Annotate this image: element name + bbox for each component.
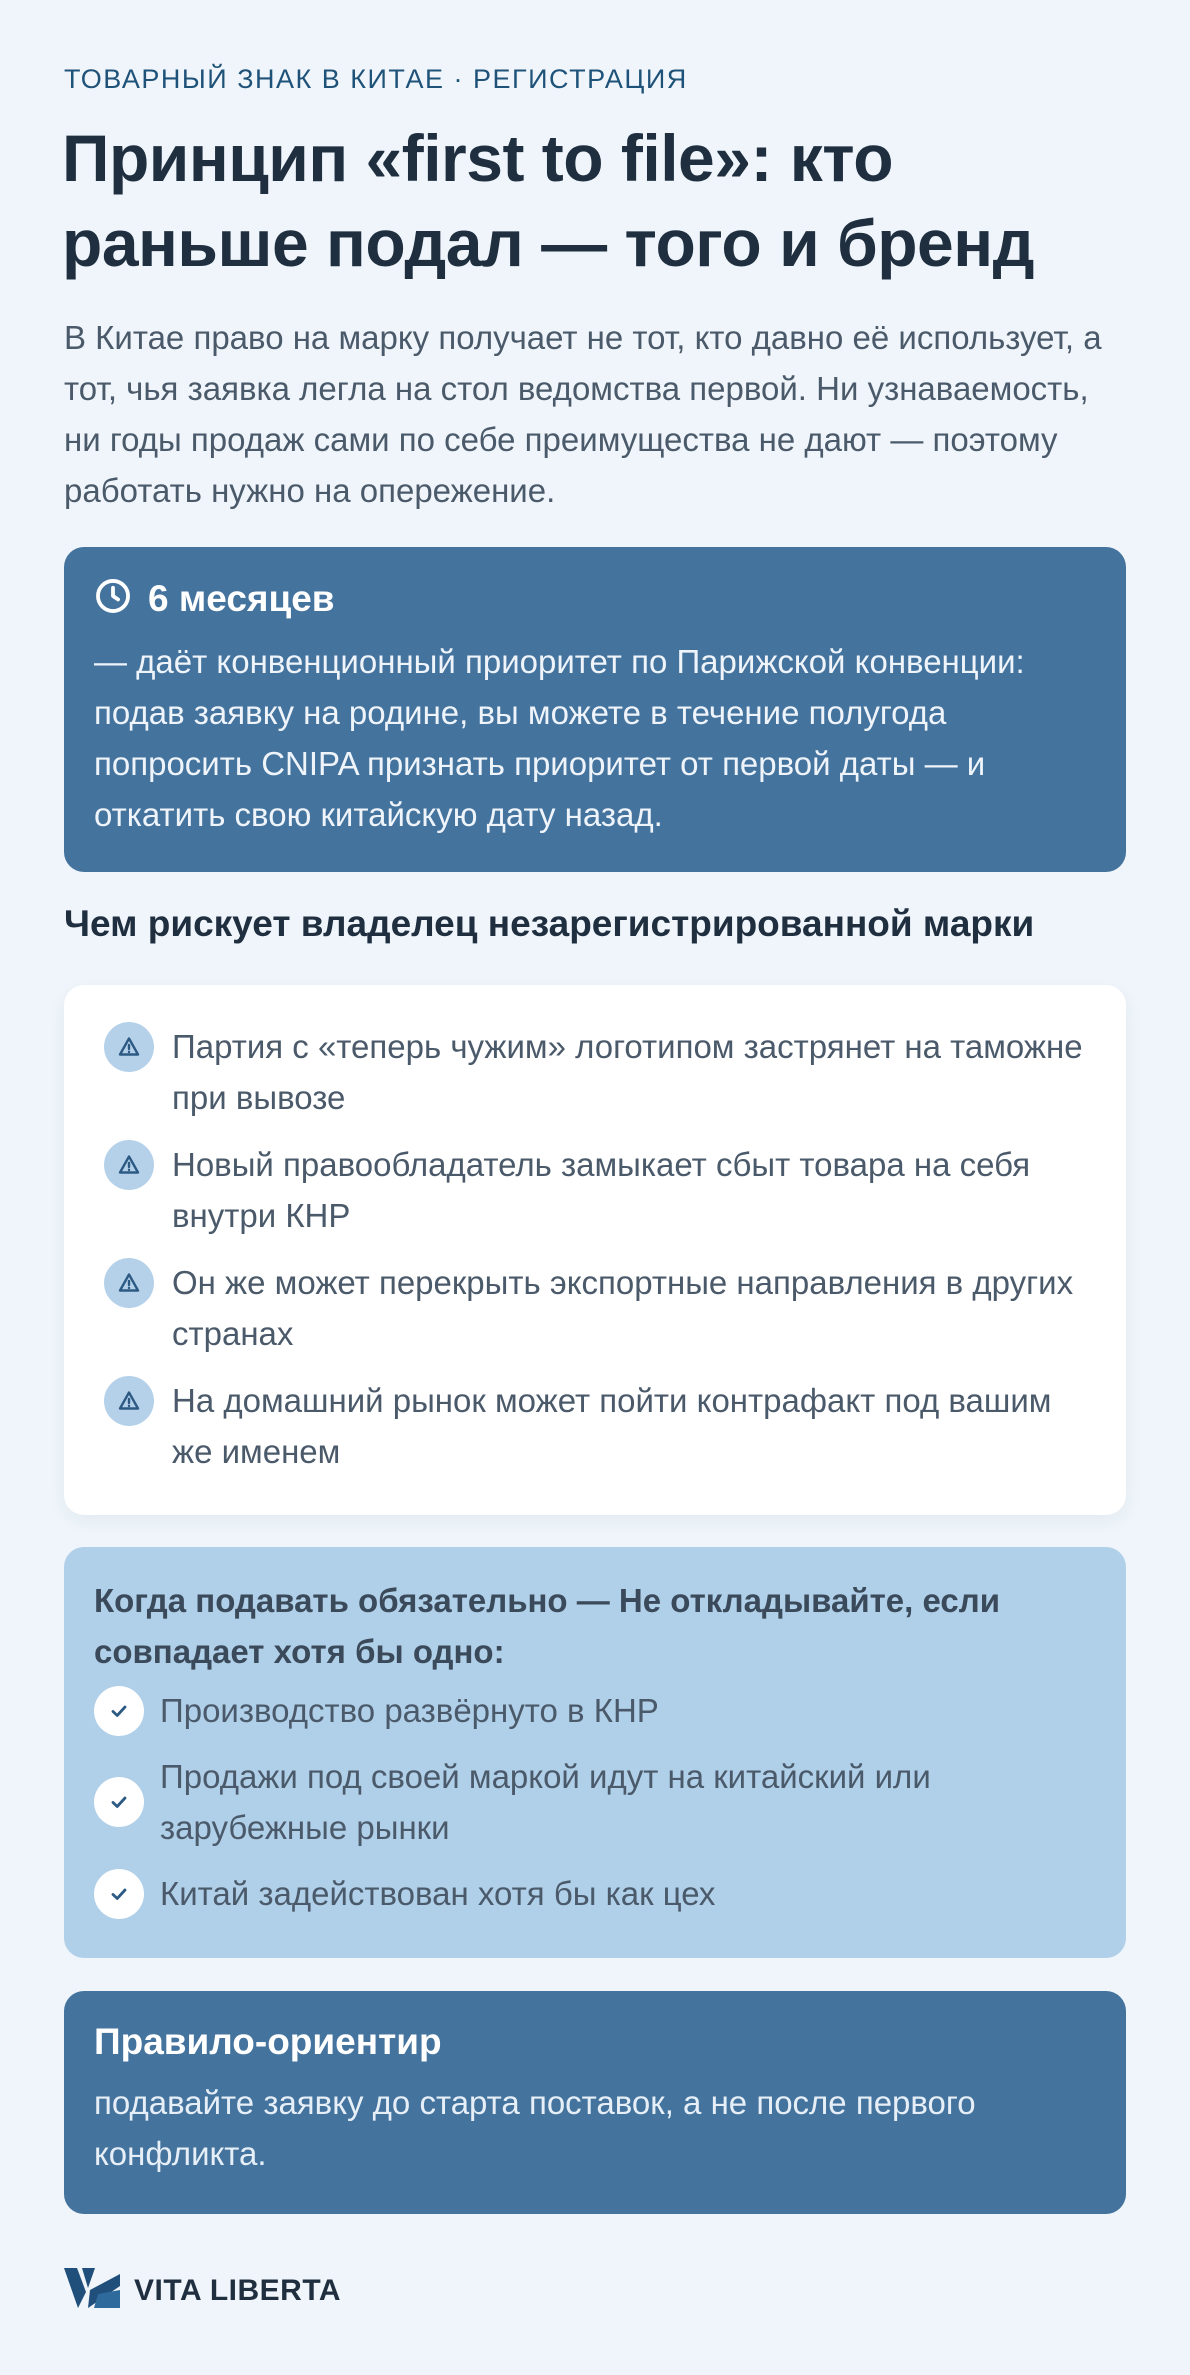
check-item xyxy=(94,1868,1096,1919)
check-icon xyxy=(94,1777,144,1827)
warning-icon xyxy=(104,1376,154,1426)
vita-liberta-logo-mark xyxy=(64,2268,120,2313)
risk-item xyxy=(104,1139,1086,1241)
rule-card xyxy=(64,1991,1126,2214)
risk-text: Новый правообладатель замыкает сбыт товара на себя внутри КНР xyxy=(172,1146,1031,1234)
brand-logo xyxy=(64,2268,341,2313)
check-icon xyxy=(94,1686,144,1736)
risk-item xyxy=(104,1375,1086,1477)
eyebrow-label: ТОВАРНЫЙ ЗНАК В КИТАЕ · РЕГИСТРАЦИЯ xyxy=(64,64,688,94)
check-icon xyxy=(94,1869,144,1919)
page-title: Принцип «first to file»: кто раньше подал — того и бренд xyxy=(62,121,1035,280)
when-to-file-card xyxy=(64,1547,1126,1958)
check-text: Производство развёрнуто в КНР xyxy=(160,1692,659,1729)
priority-text: — даёт конвенционный приоритет по Парижской конвенции: подав заявку на родине, вы можете в течение полугода попросить CNIPA признать приоритет от первой даты — и откатить свою китайскую дату назад. xyxy=(94,643,1025,833)
priority-header xyxy=(94,577,1096,620)
check-text: Продажи под своей маркой идут на китайский или зарубежные рынки xyxy=(160,1758,931,1846)
risk-item xyxy=(104,1257,1086,1359)
risk-text: Он же может перекрыть экспортные направления в других странах xyxy=(172,1264,1074,1352)
lead-paragraph: В Китае право на марку получает не тот, кто давно её использует, а тот, чья заявка легла на стол ведомства первой. Ни узнаваемость, ни годы продаж сами по себе преимущества не дают — поэтому работать нужно на опережение. xyxy=(64,319,1102,509)
warning-icon xyxy=(104,1140,154,1190)
check-item xyxy=(94,1751,1096,1853)
warning-icon xyxy=(104,1022,154,1072)
clock-icon xyxy=(94,577,132,620)
when-heading: Когда подавать обязательно — Не откладывайте, если совпадает хотя бы одно: xyxy=(94,1582,1000,1670)
brand-name: VITA LIBERTA xyxy=(134,2273,342,2307)
rule-text: подавайте заявку до старта поставок, а не после первого конфликта. xyxy=(94,2084,976,2172)
risk-text: Партия с «теперь чужим» логотипом застрянет на таможне при вывозе xyxy=(172,1028,1083,1116)
risks-card xyxy=(64,985,1126,1515)
risks-heading: Чем рискует владелец незарегистрированной марки xyxy=(64,903,1035,944)
risk-text: На домашний рынок может пойти контрафакт под вашим же именем xyxy=(172,1382,1052,1470)
check-item xyxy=(94,1685,1096,1736)
priority-card xyxy=(64,547,1126,872)
warning-icon xyxy=(104,1258,154,1308)
risk-item xyxy=(104,1021,1086,1123)
priority-heading: 6 месяцев xyxy=(148,577,335,619)
rule-heading: Правило-ориентир xyxy=(94,2021,442,2062)
check-text: Китай задействован хотя бы как цех xyxy=(160,1875,716,1912)
